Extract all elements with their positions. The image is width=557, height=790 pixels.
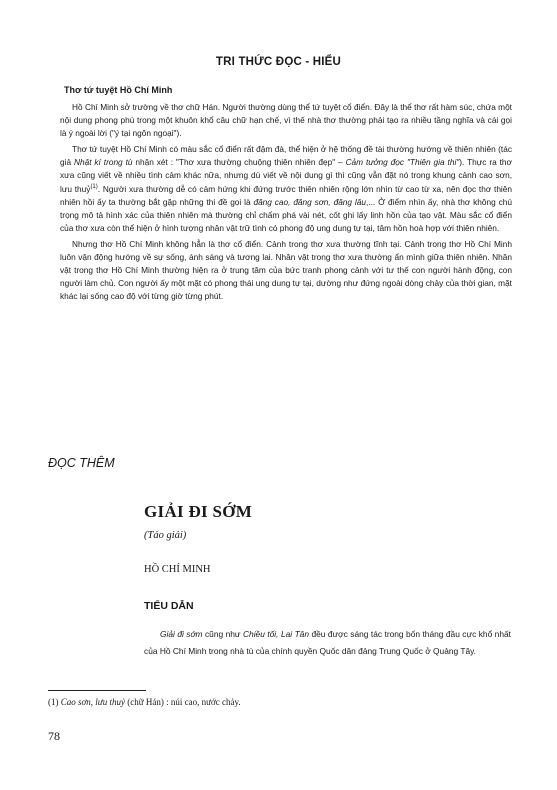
text-run: đều được sáng tác trong bốn tháng đầu cực khổ nhất của Hồ Chí Minh trong nhà tù của chính quyền Quốc dân đảng Trung Quốc ở Quảng Tây.: [144, 629, 511, 656]
text-run: ,... Ở điểm nhìn ấy, nhà thơ không chú trọng mô tả hình xác của thiên nhiên mà thường chỉ chấm phá vài nét, cốt ghi lấy linh hồn của tạo vật. Màu sắc cổ điển của thơ xưa còn thể hiện ở hình tượng nhân vật trữ tình có phong độ ung dung tự tại, tâm hồn hoà hợp với thiên nhiên.: [60, 196, 512, 233]
intro-paragraph: [144, 626, 511, 660]
body-text: [60, 101, 512, 306]
italic-run: Giải đi sớm: [160, 629, 203, 639]
paragraph-2: [60, 143, 512, 235]
italic-run: Nhật kí trong tù: [73, 157, 133, 168]
intro-text: [144, 626, 511, 660]
italic-run: đăng cao, đăng sơn, đăng lâu: [253, 196, 366, 207]
text-run: ). Thực ra thơ xưa cũng viết về nhiều tình cảm khác nữa, nhưng dù viết về nội dung gì thì cũng vẫn đặt nó trong khung cảnh cao sơn, lưu thuỷ: [60, 157, 512, 194]
text-run: . Người xưa thường dễ có cảm hứng khi đứng trước thiên nhiên rộng lớn nhìn từ cao từ xa, nên đọc thơ thiên nhiên hồi ấy ta thường bắt gặp những thi đề gọi là: [60, 183, 512, 207]
paragraph-3: Nhưng thơ Hồ Chí Minh không hẳn là thơ cổ điển. Cảnh trong thơ xưa thường tĩnh tại. Cảnh trong thơ Hồ Chí Minh luôn vận động hướng về sự sống, ánh sáng và tương lai. Nhân vật trong thơ xưa thường ẩn mình giữa thiên nhiên. Nhân vật trong thơ Hồ Chí Minh thường hiện ra ở trung tâm của bức tranh phong cảnh với tư thế con người hành động, con người làm chủ. Con người ấy một mặt có phong thái ung dung tự tại, dường như đứng ngoài dòng chảy của thời gian, mặt khác lại sống cao độ với từng giờ từng phút.: [60, 238, 512, 302]
page-number: 78: [48, 729, 60, 743]
footnote-divider: [48, 690, 146, 691]
author-name: HỒ CHÍ MINH: [144, 564, 211, 575]
text-run: Thơ tứ tuyệt Hồ Chí Minh có màu sắc cổ điển rất đậm đà, thể hiện ở hệ thống đề tài thường hướng về thiên nhiên (tác giả: [60, 144, 512, 168]
italic-run: Chiều tối, Lai Tân: [242, 629, 309, 639]
italic-run: Cảm tưởng đọc "Thiên gia thi": [345, 157, 460, 168]
footnote-text: (chữ Hán) : núi cao, nước chảy.: [124, 697, 241, 707]
text-run: nhận xét : "Thơ xưa thường chuộng thiên nhiên đẹp" –: [132, 157, 346, 168]
footnote-term: Cao sơn, lưu thuỷ: [60, 697, 125, 707]
section-heading: Thơ tứ tuyệt Hồ Chí Minh: [64, 85, 173, 95]
intro-heading: TIỂU DẪN: [144, 600, 194, 612]
page-title: TRI THỨC ĐỌC - HIỂU: [215, 56, 342, 68]
text-run: cũng như: [202, 629, 243, 639]
footnote-mark: (1): [48, 697, 61, 707]
poem-subtitle: (Tảo giải): [144, 530, 187, 541]
paragraph-1: Hồ Chí Minh sở trường về thơ chữ Hán. Người thường dùng thể tứ tuyệt cổ điển. Đây là thể thơ rất hàm súc, chứa một nội dung phong phú trong một khuôn khổ câu chữ hạn chế, vì thế nhà thơ thường phải tạo ra nhiều tầng nghĩa và cái gọi là ý ngoài lời ("ý tại ngôn ngoại").: [60, 102, 512, 139]
footnote-reference: (1): [90, 183, 98, 190]
poem-title: GIẢI ĐI SỚM: [144, 502, 253, 521]
footnote: [48, 697, 241, 707]
section-label-doc-them: ĐỌC THÊM: [48, 456, 115, 470]
